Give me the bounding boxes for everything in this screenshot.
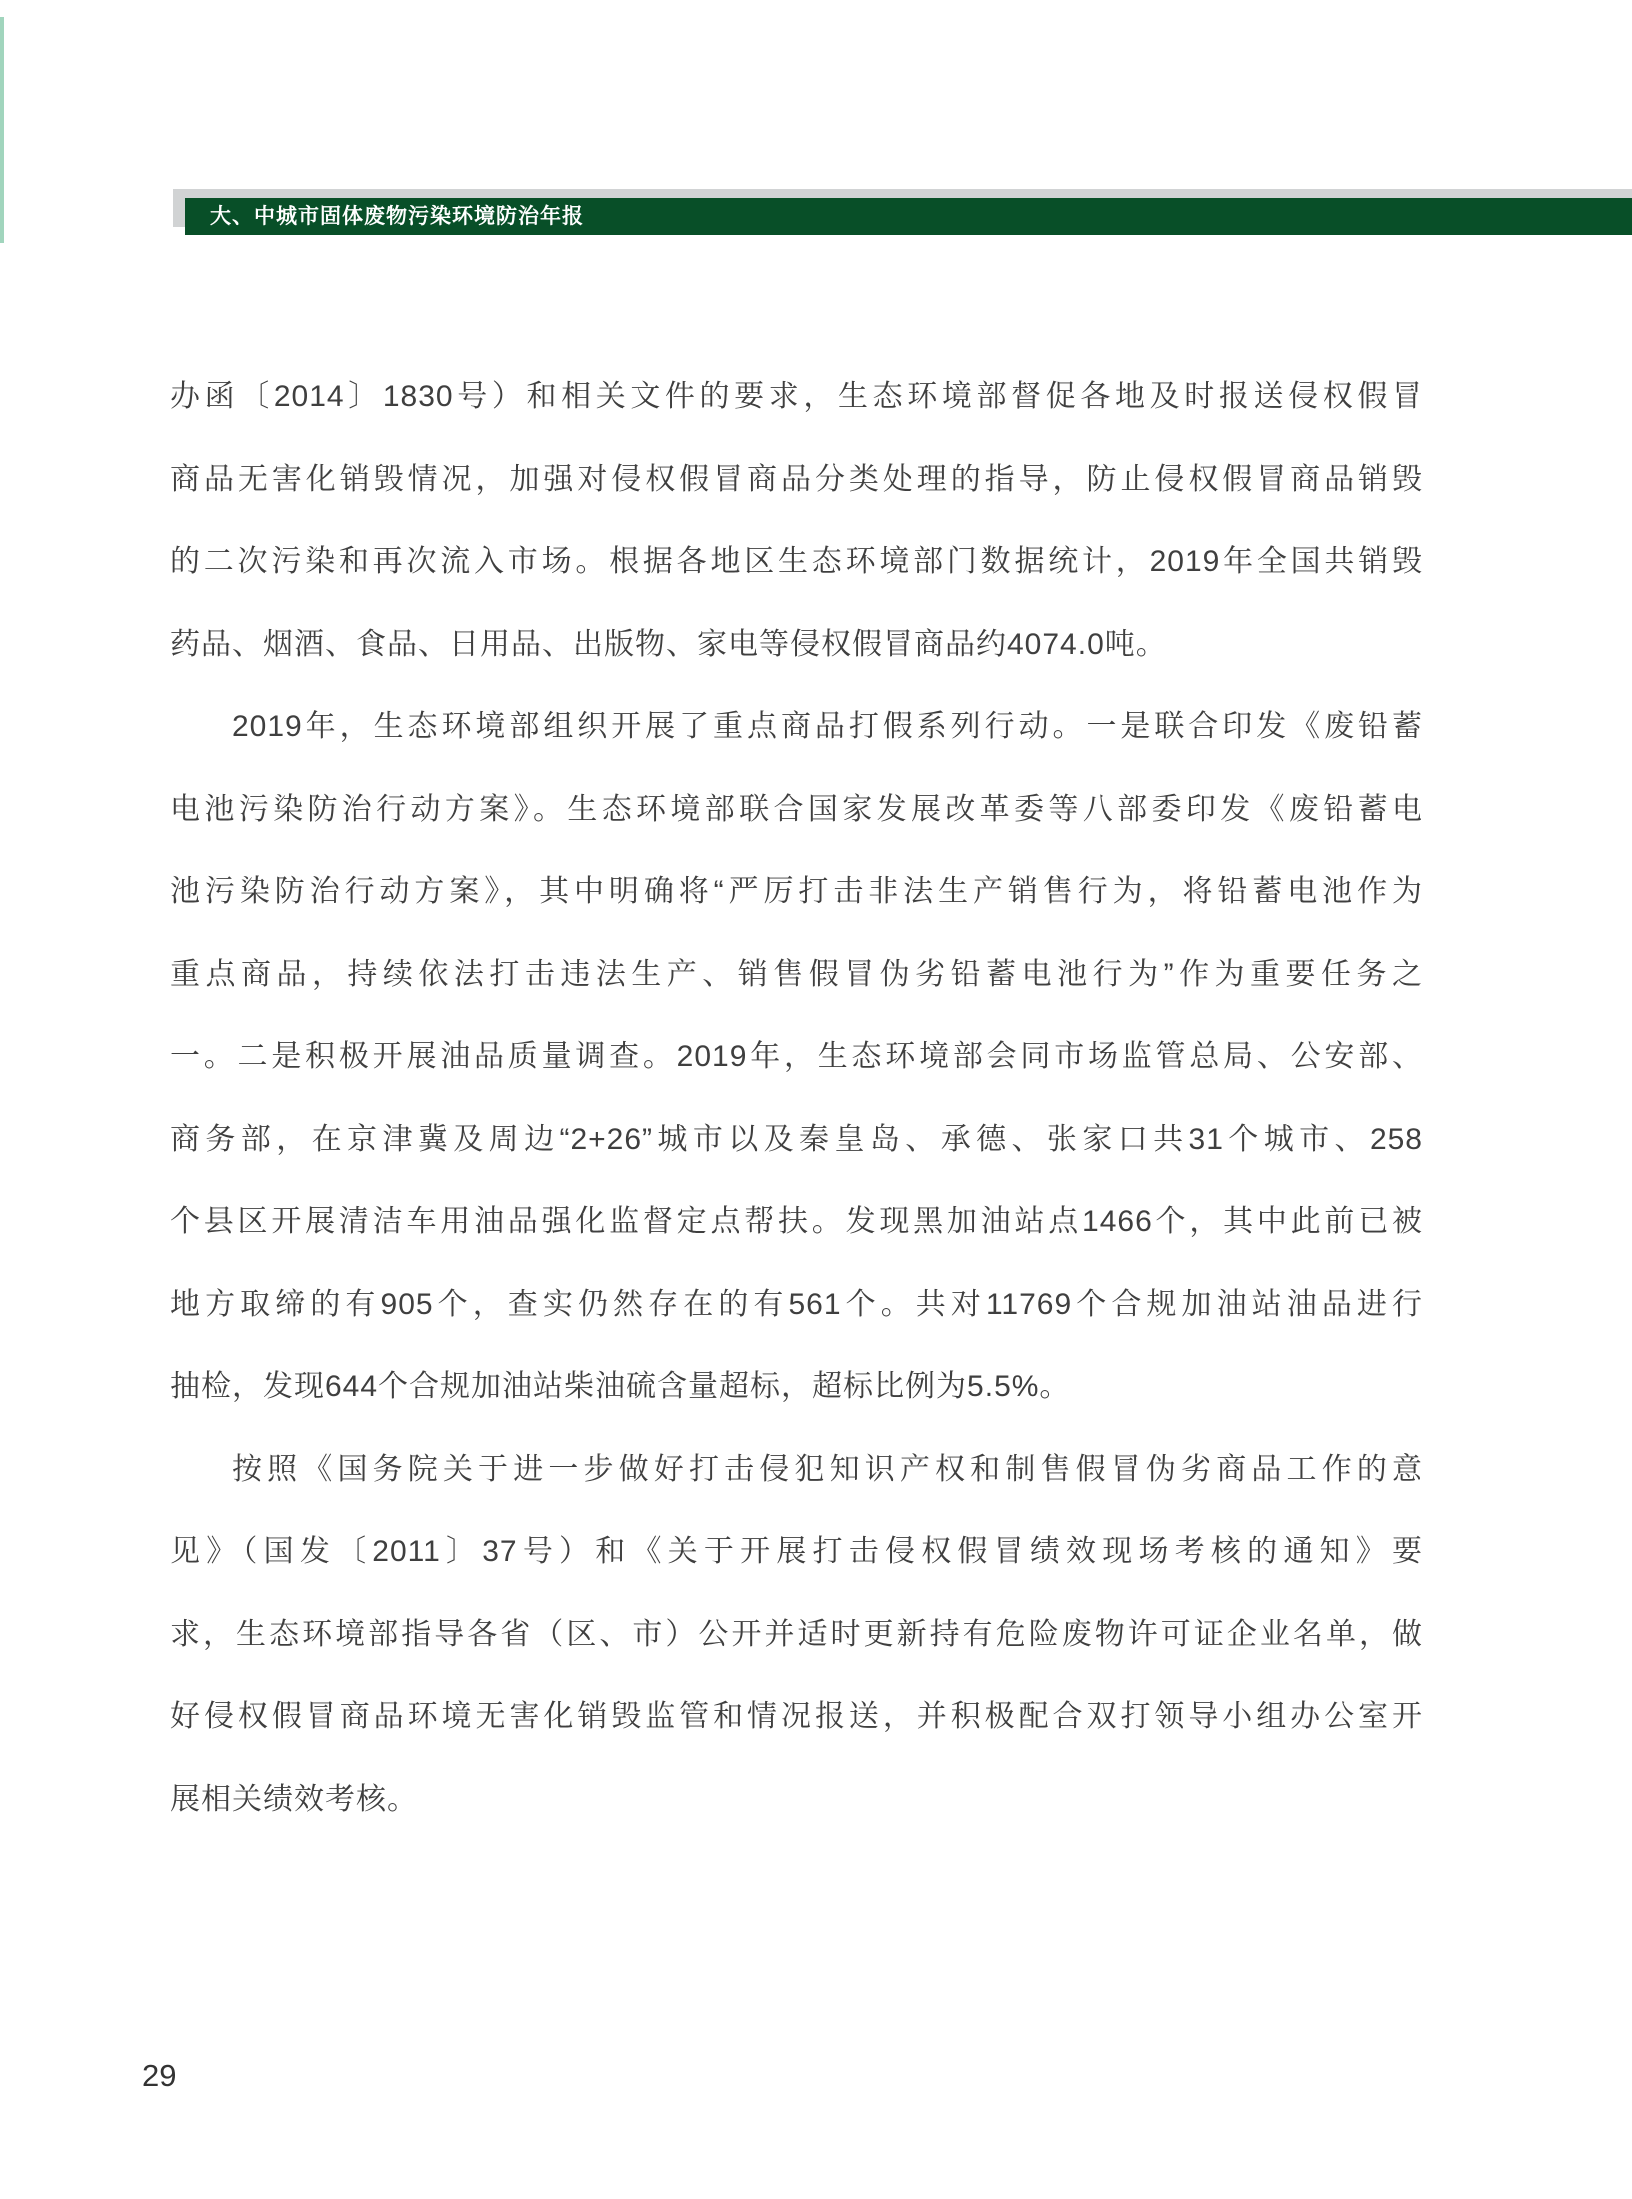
text-line: 办函〔2014〕1830号）和相关文件的要求，生态环境部督促各地及时报送侵权假冒 — [170, 380, 1423, 413]
text-line: 抽检，发现644个合规加油站柴油硫含量超标，超标比例为5.5%。 — [170, 1370, 1071, 1403]
text-line: 一。二是积极开展油品质量调查。2019年，生态环境部会同市场监管总局、公安部、 — [170, 1040, 1423, 1073]
body-text — [170, 356, 1423, 1841]
text-line: 商务部，在京津冀及周边“2+26”城市以及秦皇岛、承德、张家口共31个城市、258 — [170, 1122, 1423, 1156]
page-number: 29 — [142, 2058, 177, 2093]
page-title: 大、中城市固体废物污染环境防治年报 — [210, 205, 584, 228]
text-line: 地方取缔的有905个，查实仍然存在的有561个。共对11769个合规加油站油品进行 — [170, 1287, 1423, 1321]
text-line: 商品无害化销毁情况，加强对侵权假冒商品分类处理的指导，防止侵权假冒商品销毁 — [170, 462, 1423, 496]
left-accent-line — [0, 17, 4, 243]
text-line: 电池污染防治行动方案》。生态环境部联合国家发展改革委等八部委印发《废铅蓄电 — [170, 792, 1423, 826]
text-line: 展相关绩效考核。 — [170, 1782, 418, 1816]
text-line: 的二次污染和再次流入市场。根据各地区生态环境部门数据统计，2019年全国共销毁 — [170, 545, 1423, 578]
text-line: 好侵权假冒商品环境无害化销毁监管和情况报送，并积极配合双打领导小组办公室开 — [170, 1700, 1423, 1733]
text-line: 见》（国发〔2011〕37号）和《关于开展打击侵权假冒绩效现场考核的通知》要 — [170, 1535, 1423, 1568]
text-line: 药品、烟酒、食品、日用品、出版物、家电等侵权假冒商品约4074.0吨。 — [170, 627, 1167, 661]
text-line: 个县区开展清洁车用油品强化监督定点帮扶。发现黑加油站点1466个，其中此前已被 — [170, 1205, 1423, 1238]
header-banner — [185, 198, 1632, 235]
text-line: 求，生态环境部指导各省（区、市）公开并适时更新持有危险废物许可证企业名单，做 — [170, 1617, 1423, 1651]
text-line: 按照《国务院关于进一步做好打击侵犯知识产权和制售假冒伪劣商品工作的意 — [232, 1452, 1423, 1486]
text-line: 池污染防治行动方案》，其中明确将“严厉打击非法生产销售行为，将铅蓄电池作为 — [170, 875, 1423, 908]
text-line: 重点商品，持续依法打击违法生产、销售假冒伪劣铅蓄电池行为”作为重要任务之 — [170, 957, 1423, 991]
text-line: 2019年，生态环境部组织开展了重点商品打假系列行动。一是联合印发《废铅蓄 — [232, 710, 1423, 743]
